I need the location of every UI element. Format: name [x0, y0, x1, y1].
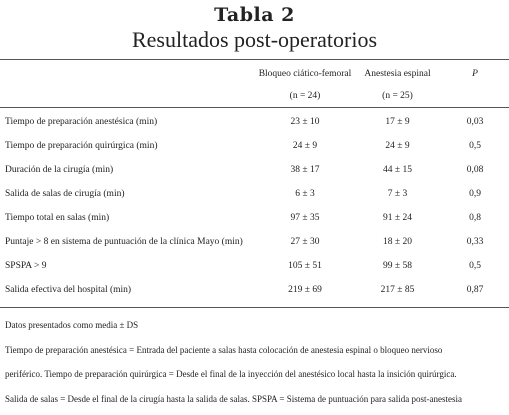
table-row — [0, 261, 509, 277]
row-value-bloqueo: 38 ± 17 — [290, 165, 320, 175]
row-value-espinal: 99 ± 58 — [383, 261, 412, 271]
footnote: Tiempo de preparación anestésica = Entrada del paciente a salas hasta colocación de anestesia espinal o bloqueo nervioso — [5, 345, 443, 355]
footnote: Datos presentados como media ± DS — [5, 320, 139, 330]
row-p-value: 0,33 — [466, 237, 484, 247]
column-n-espinal: (n = 25) — [382, 91, 413, 101]
row-label: Salida de salas de cirugía (min) — [5, 189, 125, 199]
footnote: periférico. Tiempo de preparación quirúrgica = Desde el final de la inyección del anestésico local hasta la insición quirúrgica. — [5, 369, 457, 379]
row-value-bloqueo: 105 ± 51 — [288, 261, 322, 271]
column-header-p: P — [472, 69, 478, 79]
row-value-espinal: 7 ± 3 — [387, 189, 408, 199]
table-subtitle: Resultados post-operatorios — [131, 27, 378, 52]
footnote: Salida de salas = Desde el final de la cirugía hasta la salida de salas. SPSPA = Sistema de puntuación para salida post-anestesia — [5, 394, 462, 404]
row-value-espinal: 44 ± 15 — [383, 165, 412, 175]
row-p-value: 0,9 — [469, 189, 481, 199]
row-label: Salida efectiva del hospital (min) — [5, 285, 132, 295]
row-p-value: 0,87 — [466, 285, 484, 295]
row-value-espinal: 17 ± 9 — [385, 117, 410, 127]
table-row — [0, 165, 509, 181]
table-title: Tabla 2 — [214, 4, 295, 26]
table-row — [0, 237, 509, 253]
row-value-bloqueo: 97 ± 35 — [290, 213, 320, 223]
row-value-bloqueo: 27 ± 30 — [290, 237, 320, 247]
row-value-bloqueo: 24 ± 9 — [292, 141, 318, 151]
row-p-value: 0,8 — [469, 213, 481, 223]
row-p-value: 0,03 — [466, 117, 484, 127]
row-label: Tiempo de preparación quirúrgica (min) — [5, 141, 158, 151]
row-label: SPSPA > 9 — [5, 261, 47, 271]
row-value-bloqueo: 219 ± 69 — [288, 285, 322, 295]
table-row — [0, 117, 509, 133]
table-row — [0, 285, 509, 301]
column-n-bloqueo: (n = 24) — [289, 91, 321, 101]
row-p-value: 0,5 — [469, 141, 481, 151]
table-row — [0, 141, 509, 157]
row-label: Puntaje > 8 en sistema de puntuación de la clínica Mayo (min) — [5, 237, 243, 247]
row-label: Tiempo de preparación anestésica (min) — [5, 117, 158, 127]
bottom-rule — [0, 307, 509, 308]
top-rule — [0, 59, 509, 60]
column-header-espinal: Anestesia espinal — [364, 69, 431, 79]
header-rule — [0, 107, 509, 108]
row-value-bloqueo: 23 ± 10 — [290, 117, 320, 127]
row-label: Tiempo total en salas (min) — [5, 213, 110, 223]
table-row — [0, 189, 509, 205]
row-value-espinal: 24 ± 9 — [385, 141, 410, 151]
row-p-value: 0,5 — [469, 261, 481, 271]
table-row — [0, 213, 509, 229]
column-header-bloqueo: Bloqueo ciático-femoral — [258, 69, 352, 79]
row-value-espinal: 18 ± 20 — [383, 237, 412, 247]
row-value-espinal: 217 ± 85 — [380, 285, 415, 295]
row-value-bloqueo: 6 ± 3 — [295, 189, 315, 199]
row-value-espinal: 91 ± 24 — [383, 213, 412, 223]
row-p-value: 0,08 — [466, 165, 484, 175]
row-label: Duración de la cirugía (min) — [5, 165, 114, 175]
